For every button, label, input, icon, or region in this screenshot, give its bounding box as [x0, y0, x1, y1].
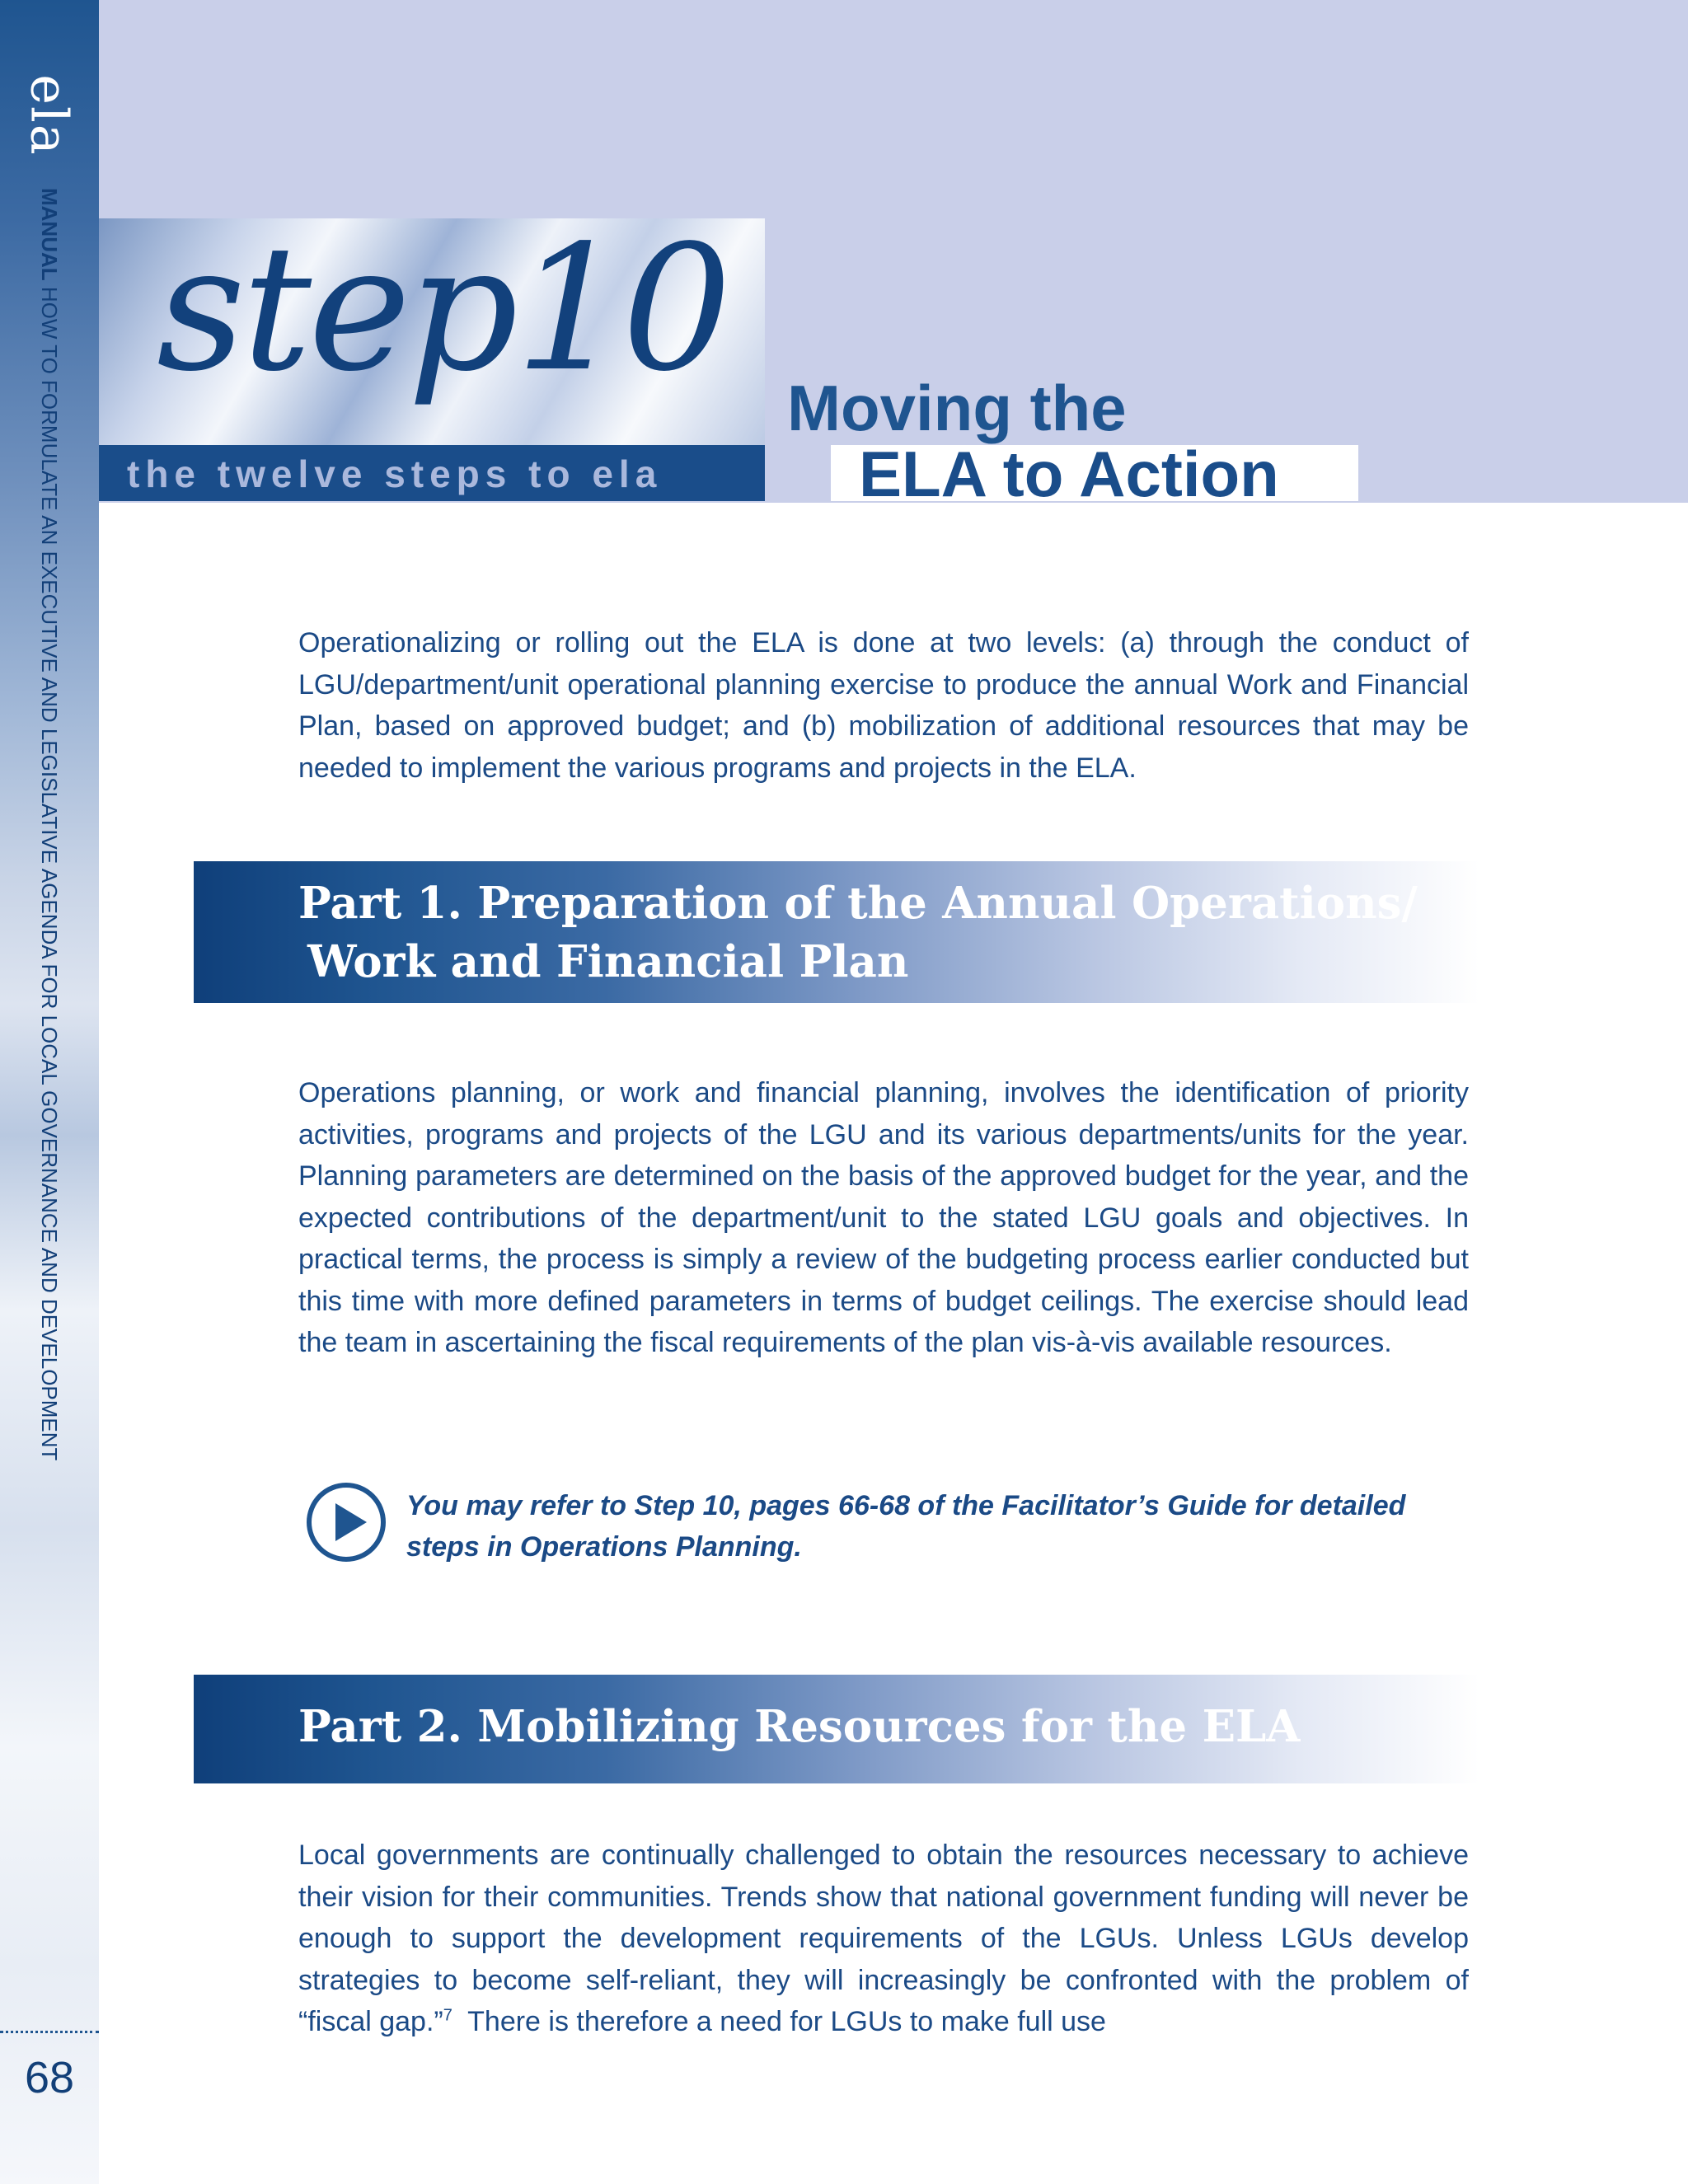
intro-paragraph: Operationalizing or rolling out the ELA is done at two levels: (a) through the conduct of LGU/department/unit operational planning exercise to produce the annual Work and Financial Plan, based on approved budget; and (b) mobilization of additional resources that may be needed to implement the various programs and projects in the ELA. [298, 627, 1469, 784]
ela-logo-text: ela [19, 74, 80, 157]
step-graphic [99, 218, 765, 445]
manual-running-title [36, 188, 62, 1460]
ela-logo [0, 62, 99, 169]
part2-text: Local governments are continually challenged to obtain the resources necessary to achieve their vision for their communities. Trends show that national government funding will never be enough to support the development requirements of the LGUs. Unless LGUs develop strategies to become self-reliant, they will increasingly be confronted with the problem of “fiscal gap.” [298, 1840, 1469, 2037]
play-circle-icon [305, 1481, 387, 1563]
page-number: 68 [24, 2053, 75, 2102]
page-title [787, 372, 1279, 510]
part1-banner [194, 861, 1479, 1003]
reference-note: You may refer to Step 10, pages 66-68 of the Facilitator’s Guide for detailed steps in Operations Planning. [406, 1490, 1406, 1563]
part2-title: Part 2. Mobilizing Resources for the ELA [298, 1701, 1301, 1752]
page-title-line1: Moving the [787, 372, 1127, 444]
part2-banner [194, 1675, 1479, 1783]
footnote-ref: 7 [443, 2006, 452, 2025]
part2-text-continued: There is therefore a need for LGUs to make full use [452, 2006, 1106, 2037]
step-label: step10 [157, 218, 729, 410]
part1-title-line2: Work and Financial Plan [307, 936, 909, 987]
sidebar-strip [0, 0, 99, 2184]
part1-paragraph: Operations planning, or work and financial planning, involves the identification of priority activities, programs and projects of the LGU and its various departments/units for the year. Planning parameters are determined on the basis of the approved budget for the year, and the expected contributions of the department/unit to the stated LGU goals and objectives. In practical terms, the process is simply a review of the budgeting process earlier conducted but this time with more defined parameters in terms of budget ceilings. The exercise should lead the team in ascertaining the fiscal requirements of the plan vis-à-vis available resources. [298, 1077, 1469, 1358]
manual-title: HOW TO FORMULATE AN EXECUTIVE AND LEGISLATIVE AGENDA FOR LOCAL GOVERNANCE AND DEVELOPMENT [37, 286, 62, 1461]
manual-label: MANUAL [37, 188, 62, 281]
step-subtitle-bar [99, 445, 765, 501]
step-subtitle: the twelve steps to ela [127, 452, 663, 495]
sidebar-divider [0, 2031, 99, 2033]
part1-title-line1: Part 1. Preparation of the Annual Operations/ [298, 878, 1418, 929]
part2-paragraph [298, 1835, 1469, 2043]
page-title-line2: ELA to Action [859, 438, 1279, 510]
